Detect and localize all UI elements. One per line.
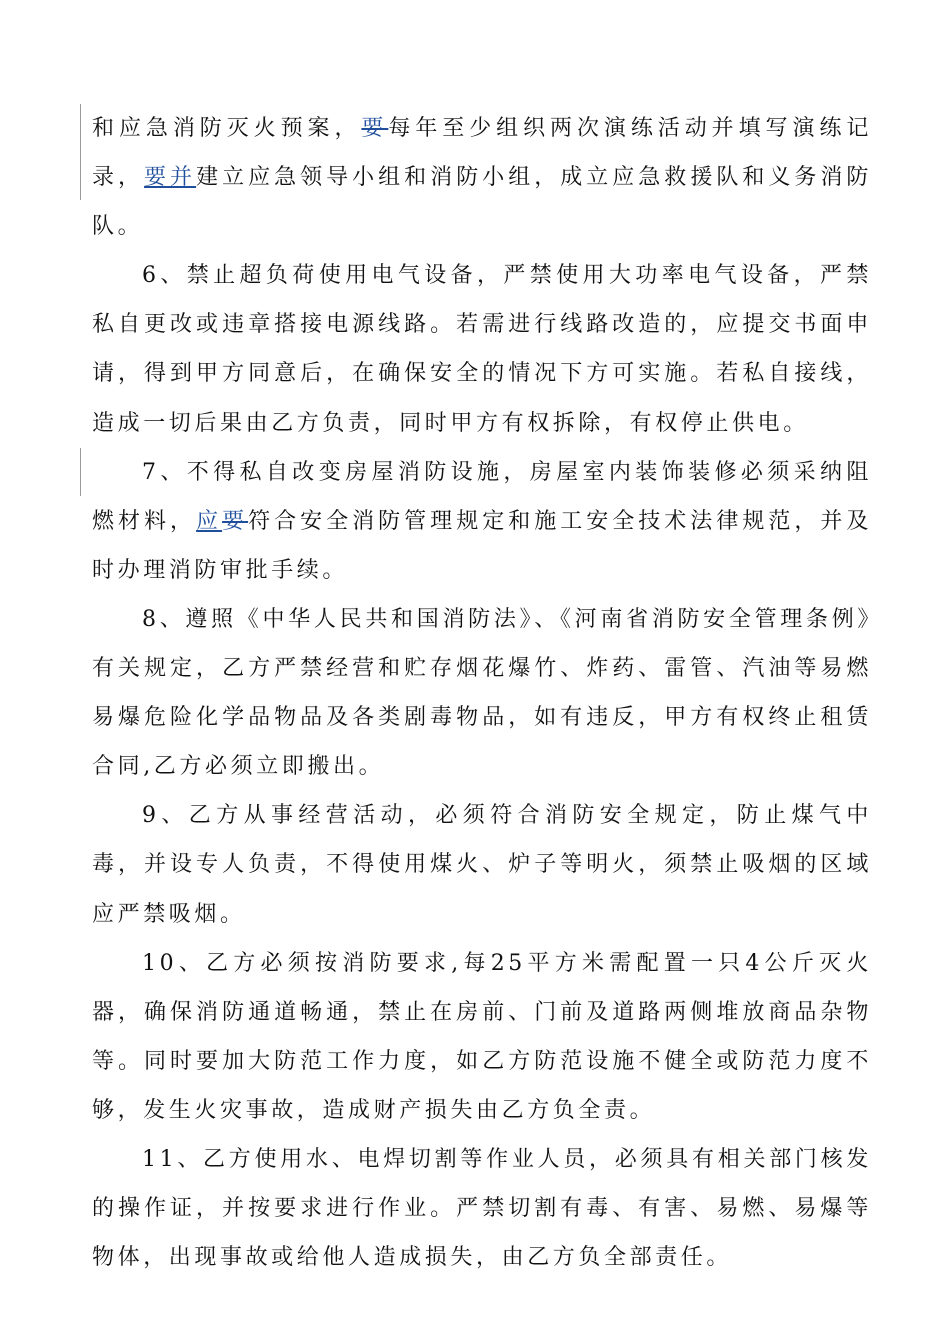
text-run: 7、不得私自改变房屋消防设施，房屋室内装饰装修必须采纳阻燃材料， [92,459,872,534]
paragraph-item-6 [92,251,872,447]
inserted-text-run: 要并 [144,165,197,191]
paragraph-item-9 [92,791,872,938]
paragraph-item-10 [92,939,872,1135]
paragraph-item-8 [92,595,872,791]
paragraph-item-7 [92,448,872,595]
text-run: 建立应急领导小组和消防小组，成立应急救援队和义务消防队。 [92,165,872,240]
text-run: 8、遵照《中华人民共和国消防法》、《河南省消防安全管理条例》有关规定，乙方严禁经营和贮存烟花爆竹、炸药、雷管、汽油等易燃易爆危险化学品物品及各类剧毒物品，如有违反，甲方有权终止租赁合同,乙方必须立即搬出。 [92,606,872,780]
inserted-text-run: 应 [196,508,223,534]
change-bar-2 [80,448,81,496]
paragraph-continuation [92,104,872,251]
paragraph-item-11 [92,1135,872,1282]
text-run: 9、乙方从事经营活动，必须符合消防安全规定，防止煤气中毒，并设专人负责，不得使用煤火、炉子等明火，须禁止吸烟的区域应严禁吸烟。 [92,803,872,927]
text-run: 符合安全消防管理规定和施工安全技术法律规范，并及时办理消防审批手续。 [92,508,872,583]
text-run: 10、乙方必须按消防要求,每25平方米需配置一只4公斤灭火器，确保消防通道畅通，禁止在房前、门前及道路两侧堆放商品杂物等。同时要加大防范工作力度，如乙方防范设施不健全或防范力度不够，发生火灾事故，造成财产损失由乙方负全责。 [92,950,872,1123]
text-run: 6、禁止超负荷使用电气设备，严禁使用大功率电气设备，严禁私自更改或违章搭接电源线路。若需进行线路改造的，应提交书面申请，得到甲方同意后，在确保安全的情况下方可实施。若私自接线，造成一切后果由乙方负责，同时甲方有权拆除，有权停止供电。 [92,263,872,436]
text-run: 每年至少组织两次演练活动并填写演练记录， [92,116,872,191]
deleted-text-run: 要 [361,116,389,141]
change-bar-1 [80,104,81,200]
document-body [92,104,872,1282]
deleted-text-run: 要 [222,508,249,534]
text-run: 和应急消防灭火预案， [92,116,362,141]
text-run: 11、乙方使用水、电焊切割等作业人员，必须具有相关部门核发的操作证，并按要求进行作业。严禁切割有毒、有害、易燃、易爆等物体，出现事故或给他人造成损失，由乙方负全部责任。 [92,1146,872,1271]
